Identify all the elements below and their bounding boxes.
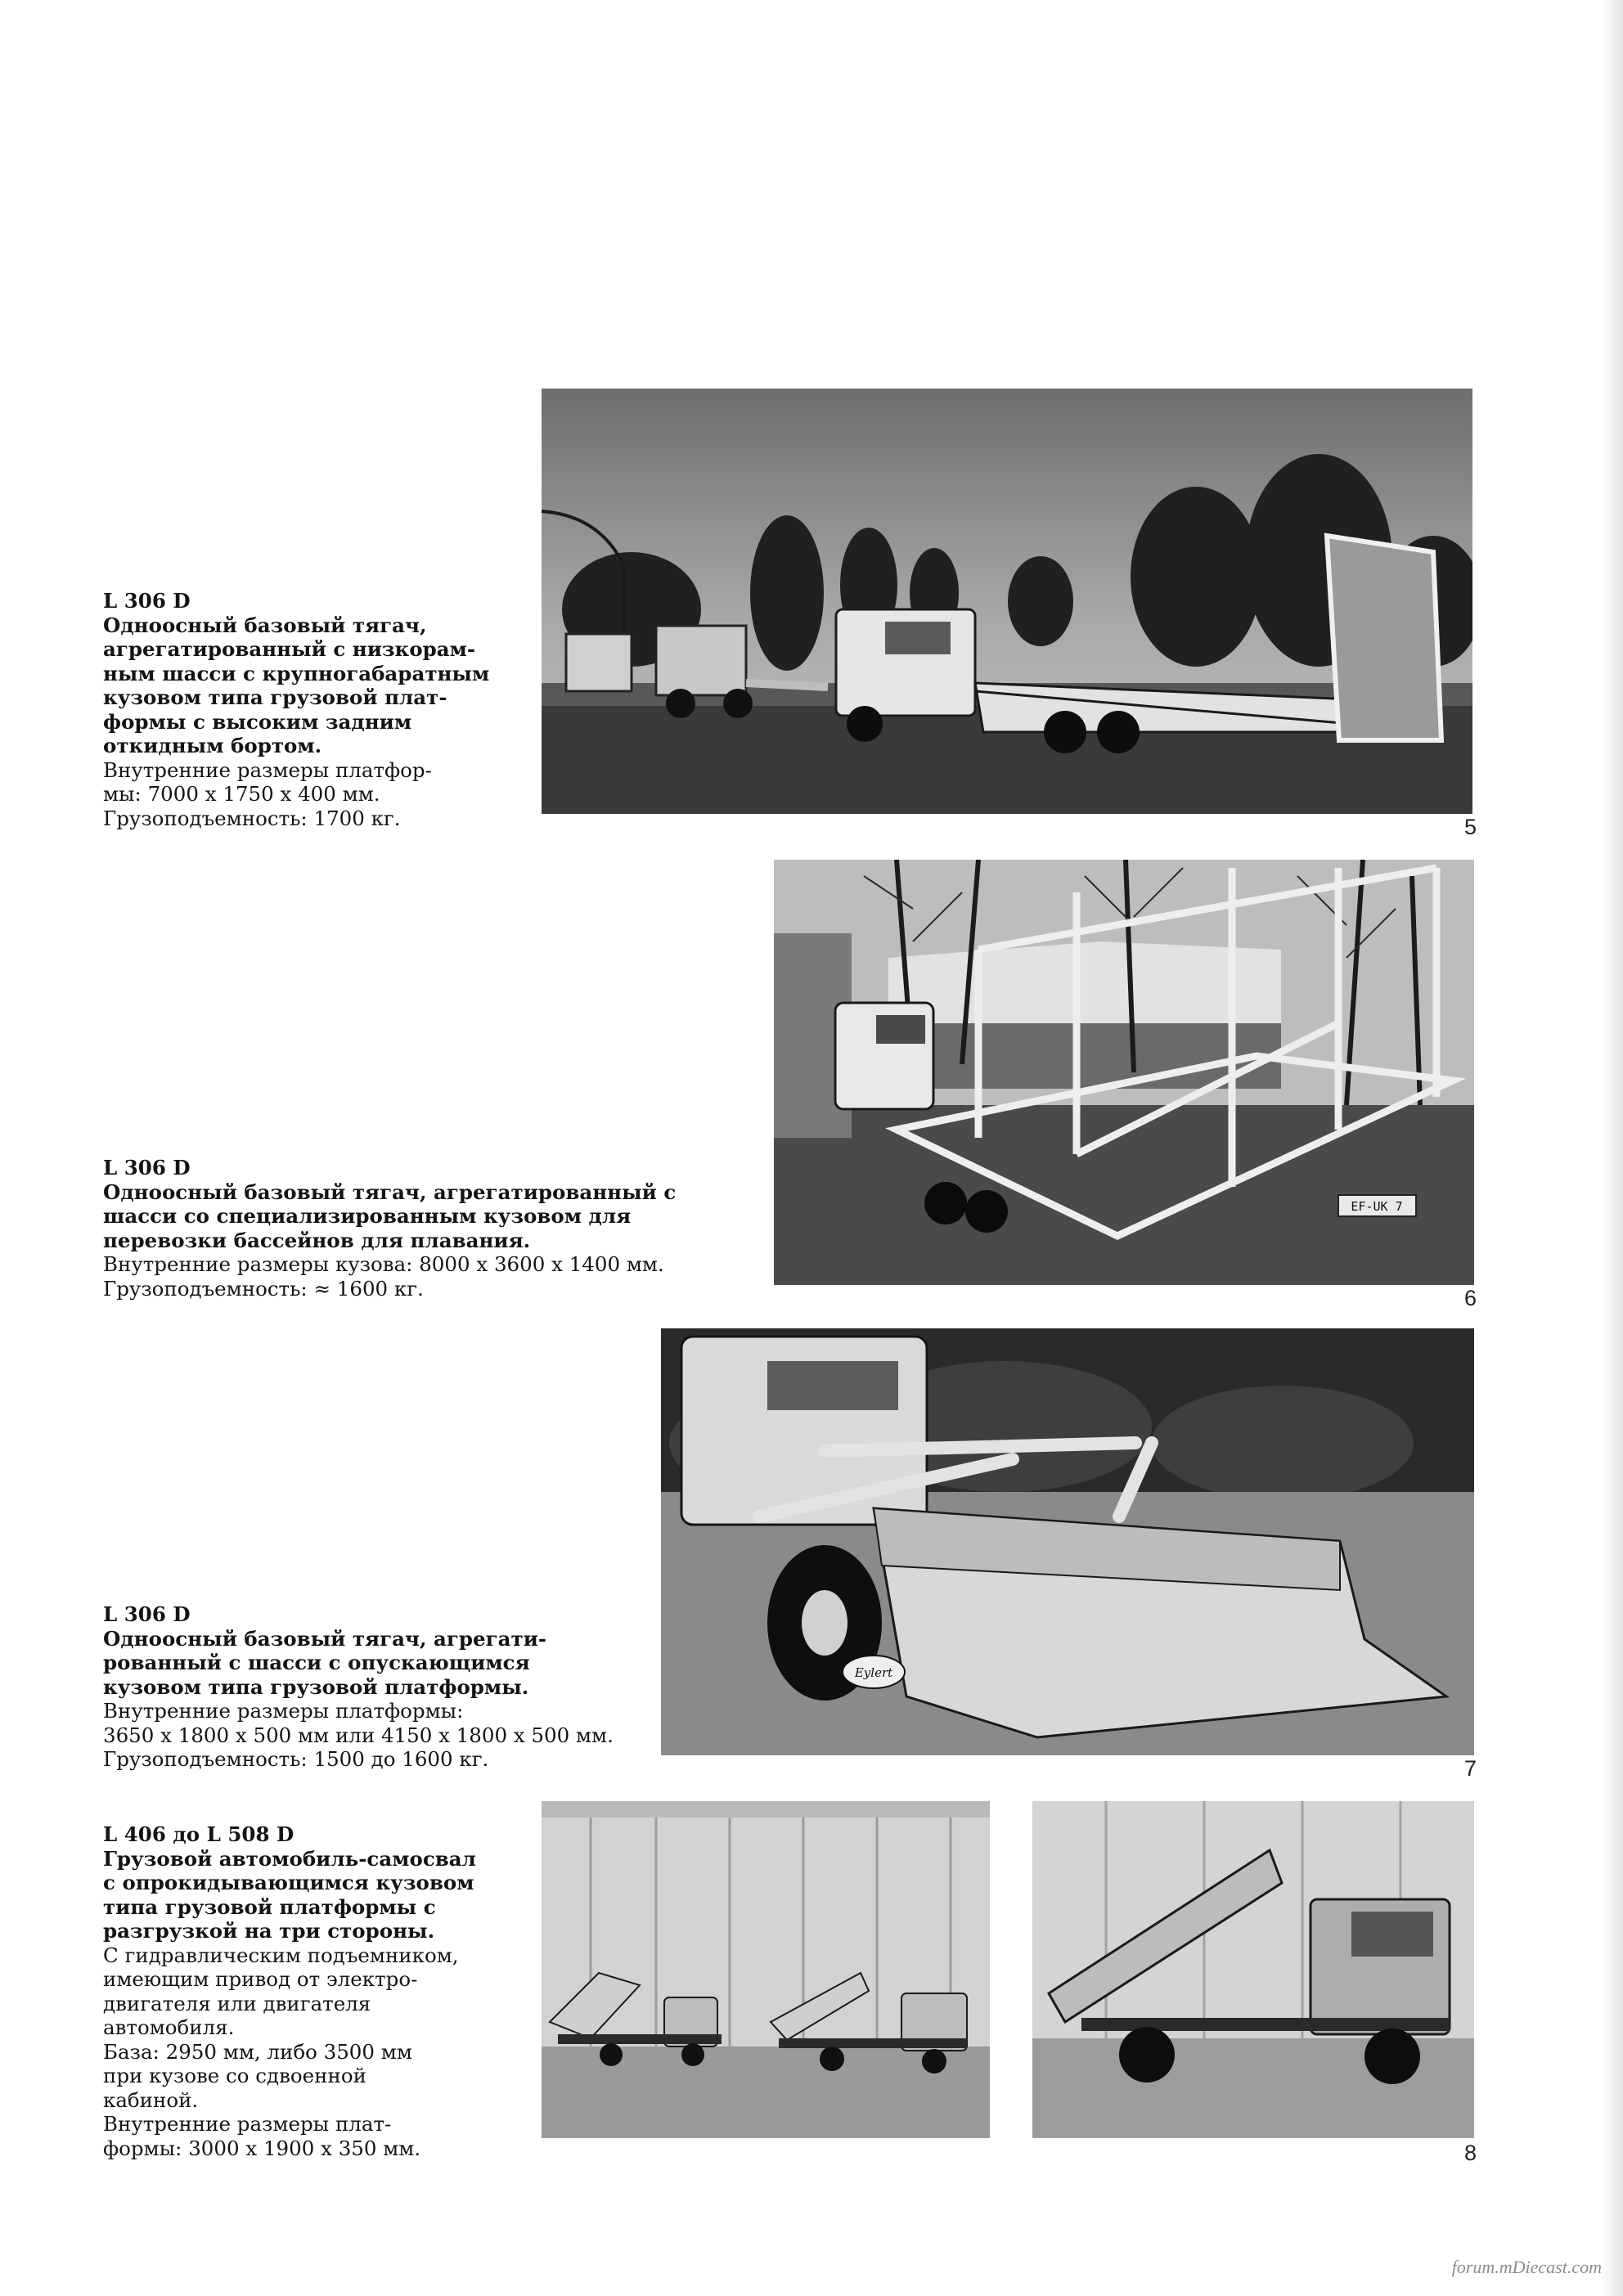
model-details: С гидравлическим подъемником, имеющим привод от электро- двигателя или двигателя автомобиля. База: 2950 мм, либо 3500 мм при кузове со сдвоенной кабиной. Внутренние размеры плат- формы: 3000 x 1900 x 350 мм. bbox=[103, 1943, 459, 2160]
page-edge-shadow bbox=[1600, 0, 1623, 2296]
model-name: L 306 D bbox=[103, 1156, 191, 1179]
caption-figure-7 bbox=[103, 1602, 614, 1772]
figure-number: 5 bbox=[1464, 815, 1477, 839]
caption-figure-8 bbox=[103, 1822, 476, 2160]
photo-figure-8-right bbox=[1032, 1801, 1474, 2138]
photo-figure-7 bbox=[661, 1328, 1474, 1755]
figure-number: 8 bbox=[1464, 2141, 1477, 2165]
caption-figure-5 bbox=[103, 589, 489, 830]
model-description: Грузовой автомобиль-самосвал с опрокидывающимся кузовом типа грузовой платформы с разгрузкой на три стороны. bbox=[103, 1846, 476, 1943]
model-description: Одноосный базовый тягач, агрегатированный с низкорам- ным шасси с крупногабаратным кузовом типа грузовой плат- формы с высоким задним откидным бортом. bbox=[103, 613, 490, 757]
brand-plaque-text: Eylert bbox=[854, 1665, 893, 1680]
figure-number: 7 bbox=[1464, 1756, 1477, 1781]
model-details: Внутренние размеры кузова: 8000 x 3600 x 1400 мм. Грузоподъемность: ≈ 1600 кг. bbox=[103, 1252, 664, 1301]
caption-figure-6 bbox=[103, 1156, 676, 1301]
model-description: Одноосный базовый тягач, агрегати- рованный с шасси с опускающимся кузовом типа грузовой платформы. bbox=[103, 1626, 547, 1699]
model-details: Внутренние размеры платформы: 3650 x 1800 x 500 мм или 4150 x 1800 x 500 мм. Грузоподъемность: 1500 до 1600 кг. bbox=[103, 1699, 614, 1771]
model-description: Одноосный базовый тягач, агрегатированный с шасси со специализированным кузовом для перевозки бассейнов для плавания. bbox=[103, 1179, 677, 1252]
model-name: L 406 до L 508 D bbox=[103, 1822, 294, 1846]
photo-figure-6 bbox=[774, 860, 1474, 1285]
photo-figure-8-left bbox=[542, 1801, 990, 2138]
figure-number: 6 bbox=[1464, 1286, 1477, 1310]
license-plate-text: EF-UK 7 bbox=[1351, 1199, 1403, 1214]
watermark: forum.mDiecast.com bbox=[1451, 2257, 1602, 2277]
photo-figure-5 bbox=[542, 389, 1472, 814]
model-name: L 306 D bbox=[103, 1602, 191, 1626]
model-details: Внутренние размеры платфор- мы: 7000 x 1750 x 400 мм. Грузоподъемность: 1700 кг. bbox=[103, 757, 432, 830]
model-name: L 306 D bbox=[103, 589, 191, 613]
